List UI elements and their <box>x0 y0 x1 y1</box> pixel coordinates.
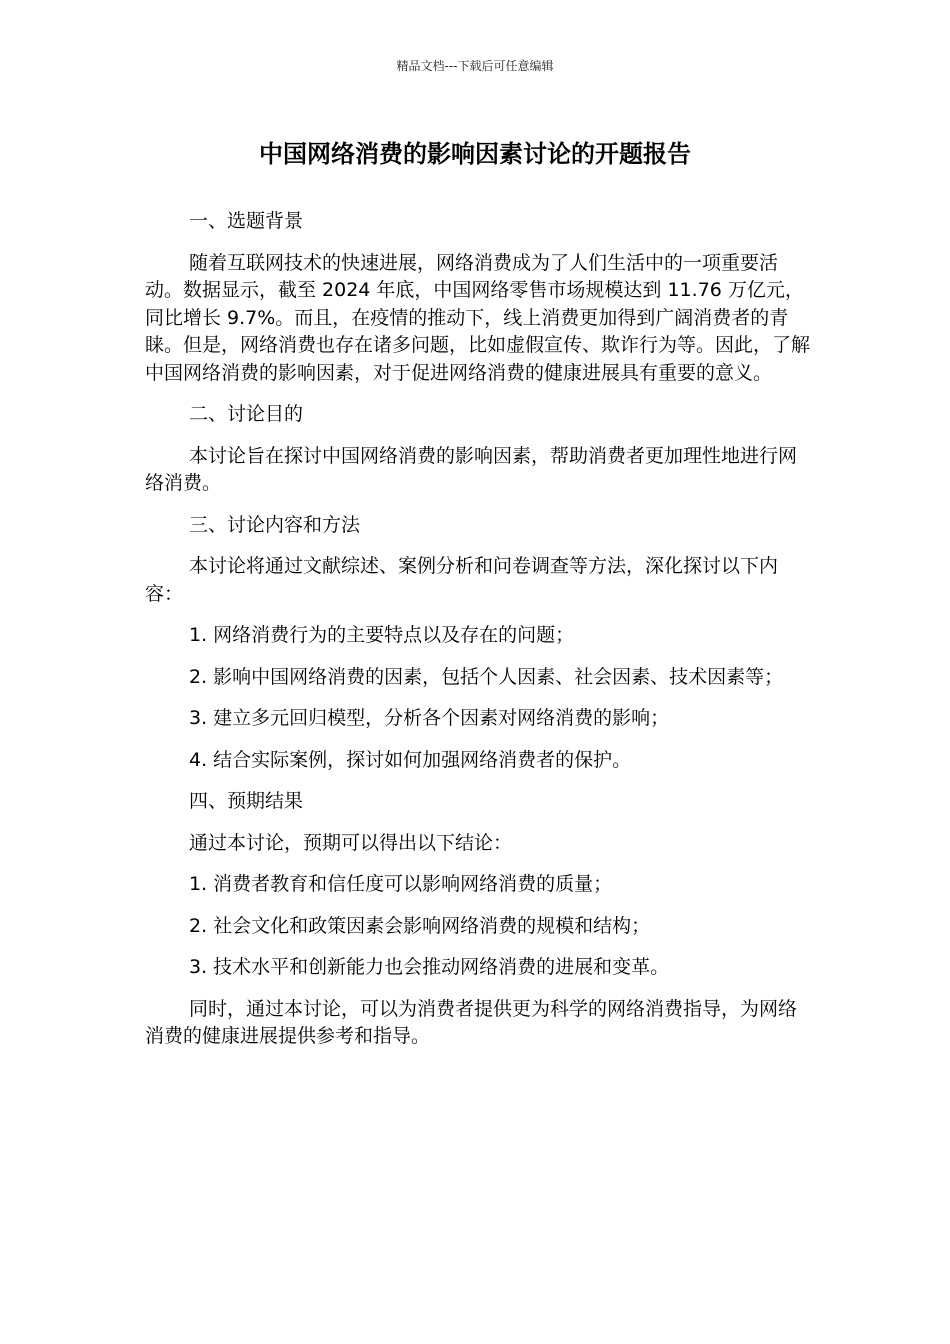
list-item: 2. 影响中国网络消费的因素，包括个人因素、社会因素、技术因素等； <box>189 665 784 688</box>
document-title: 中国网络消费的影响因素讨论的开题报告 <box>259 140 691 168</box>
list-item: 2. 社会文化和政策因素会影响网络消费的规模和结构； <box>189 914 651 937</box>
list-item: 1. 消费者教育和信任度可以影响网络消费的质量； <box>189 873 613 895</box>
paragraph-expected-results: 通过本讨论，预期可以得出以下结论： <box>189 831 513 854</box>
header-note: 精品文档---下载后可任意编辑 <box>396 59 554 73</box>
section-heading-purpose: 二、讨论目的 <box>189 403 304 425</box>
paragraph-background: 随着互联网技术的快速进展，网络消费成为了人们生活中的一项重要活动。数据显示，截至 2024 年底，中国网络零售市场规模达到 11.76 万亿元，同比增长 9.7%。而且，在疫情的推动下，线上消费更加得到广阔消费者的青睐。但是，网络消费也存在诸多问题，比如虚假宣传、欺诈行为等。因此，了解中国网络消费的影响因素，对于促进网络消费的健康进展具有重要的意义。 <box>145 251 811 384</box>
list-item: 4. 结合实际案例，探讨如何加强网络消费者的保护。 <box>189 748 632 771</box>
list-item: 3. 建立多元回归模型，分析各个因素对网络消费的影响； <box>189 707 670 729</box>
section-heading-expected-results: 四、预期结果 <box>189 790 304 812</box>
section-heading-background: 一、选题背景 <box>189 210 304 232</box>
list-item: 3. 技术水平和创新能力也会推动网络消费的进展和变革。 <box>189 956 670 978</box>
paragraph-content-method: 本讨论将通过文献综述、案例分析和问卷调查等方法，深化探讨以下内容： <box>145 555 779 605</box>
document-body <box>145 208 810 1065</box>
section-heading-content-method: 三、讨论内容和方法 <box>189 513 361 536</box>
paragraph-conclusion: 同时，通过本讨论，可以为消费者提供更为科学的网络消费指导，为网络消费的健康进展提供参考和指导。 <box>145 997 798 1047</box>
paragraph-purpose: 本讨论旨在探讨中国网络消费的影响因素，帮助消费者更加理性地进行网络消费。 <box>145 444 798 494</box>
list-item: 1. 网络消费行为的主要特点以及存在的问题； <box>189 624 575 646</box>
